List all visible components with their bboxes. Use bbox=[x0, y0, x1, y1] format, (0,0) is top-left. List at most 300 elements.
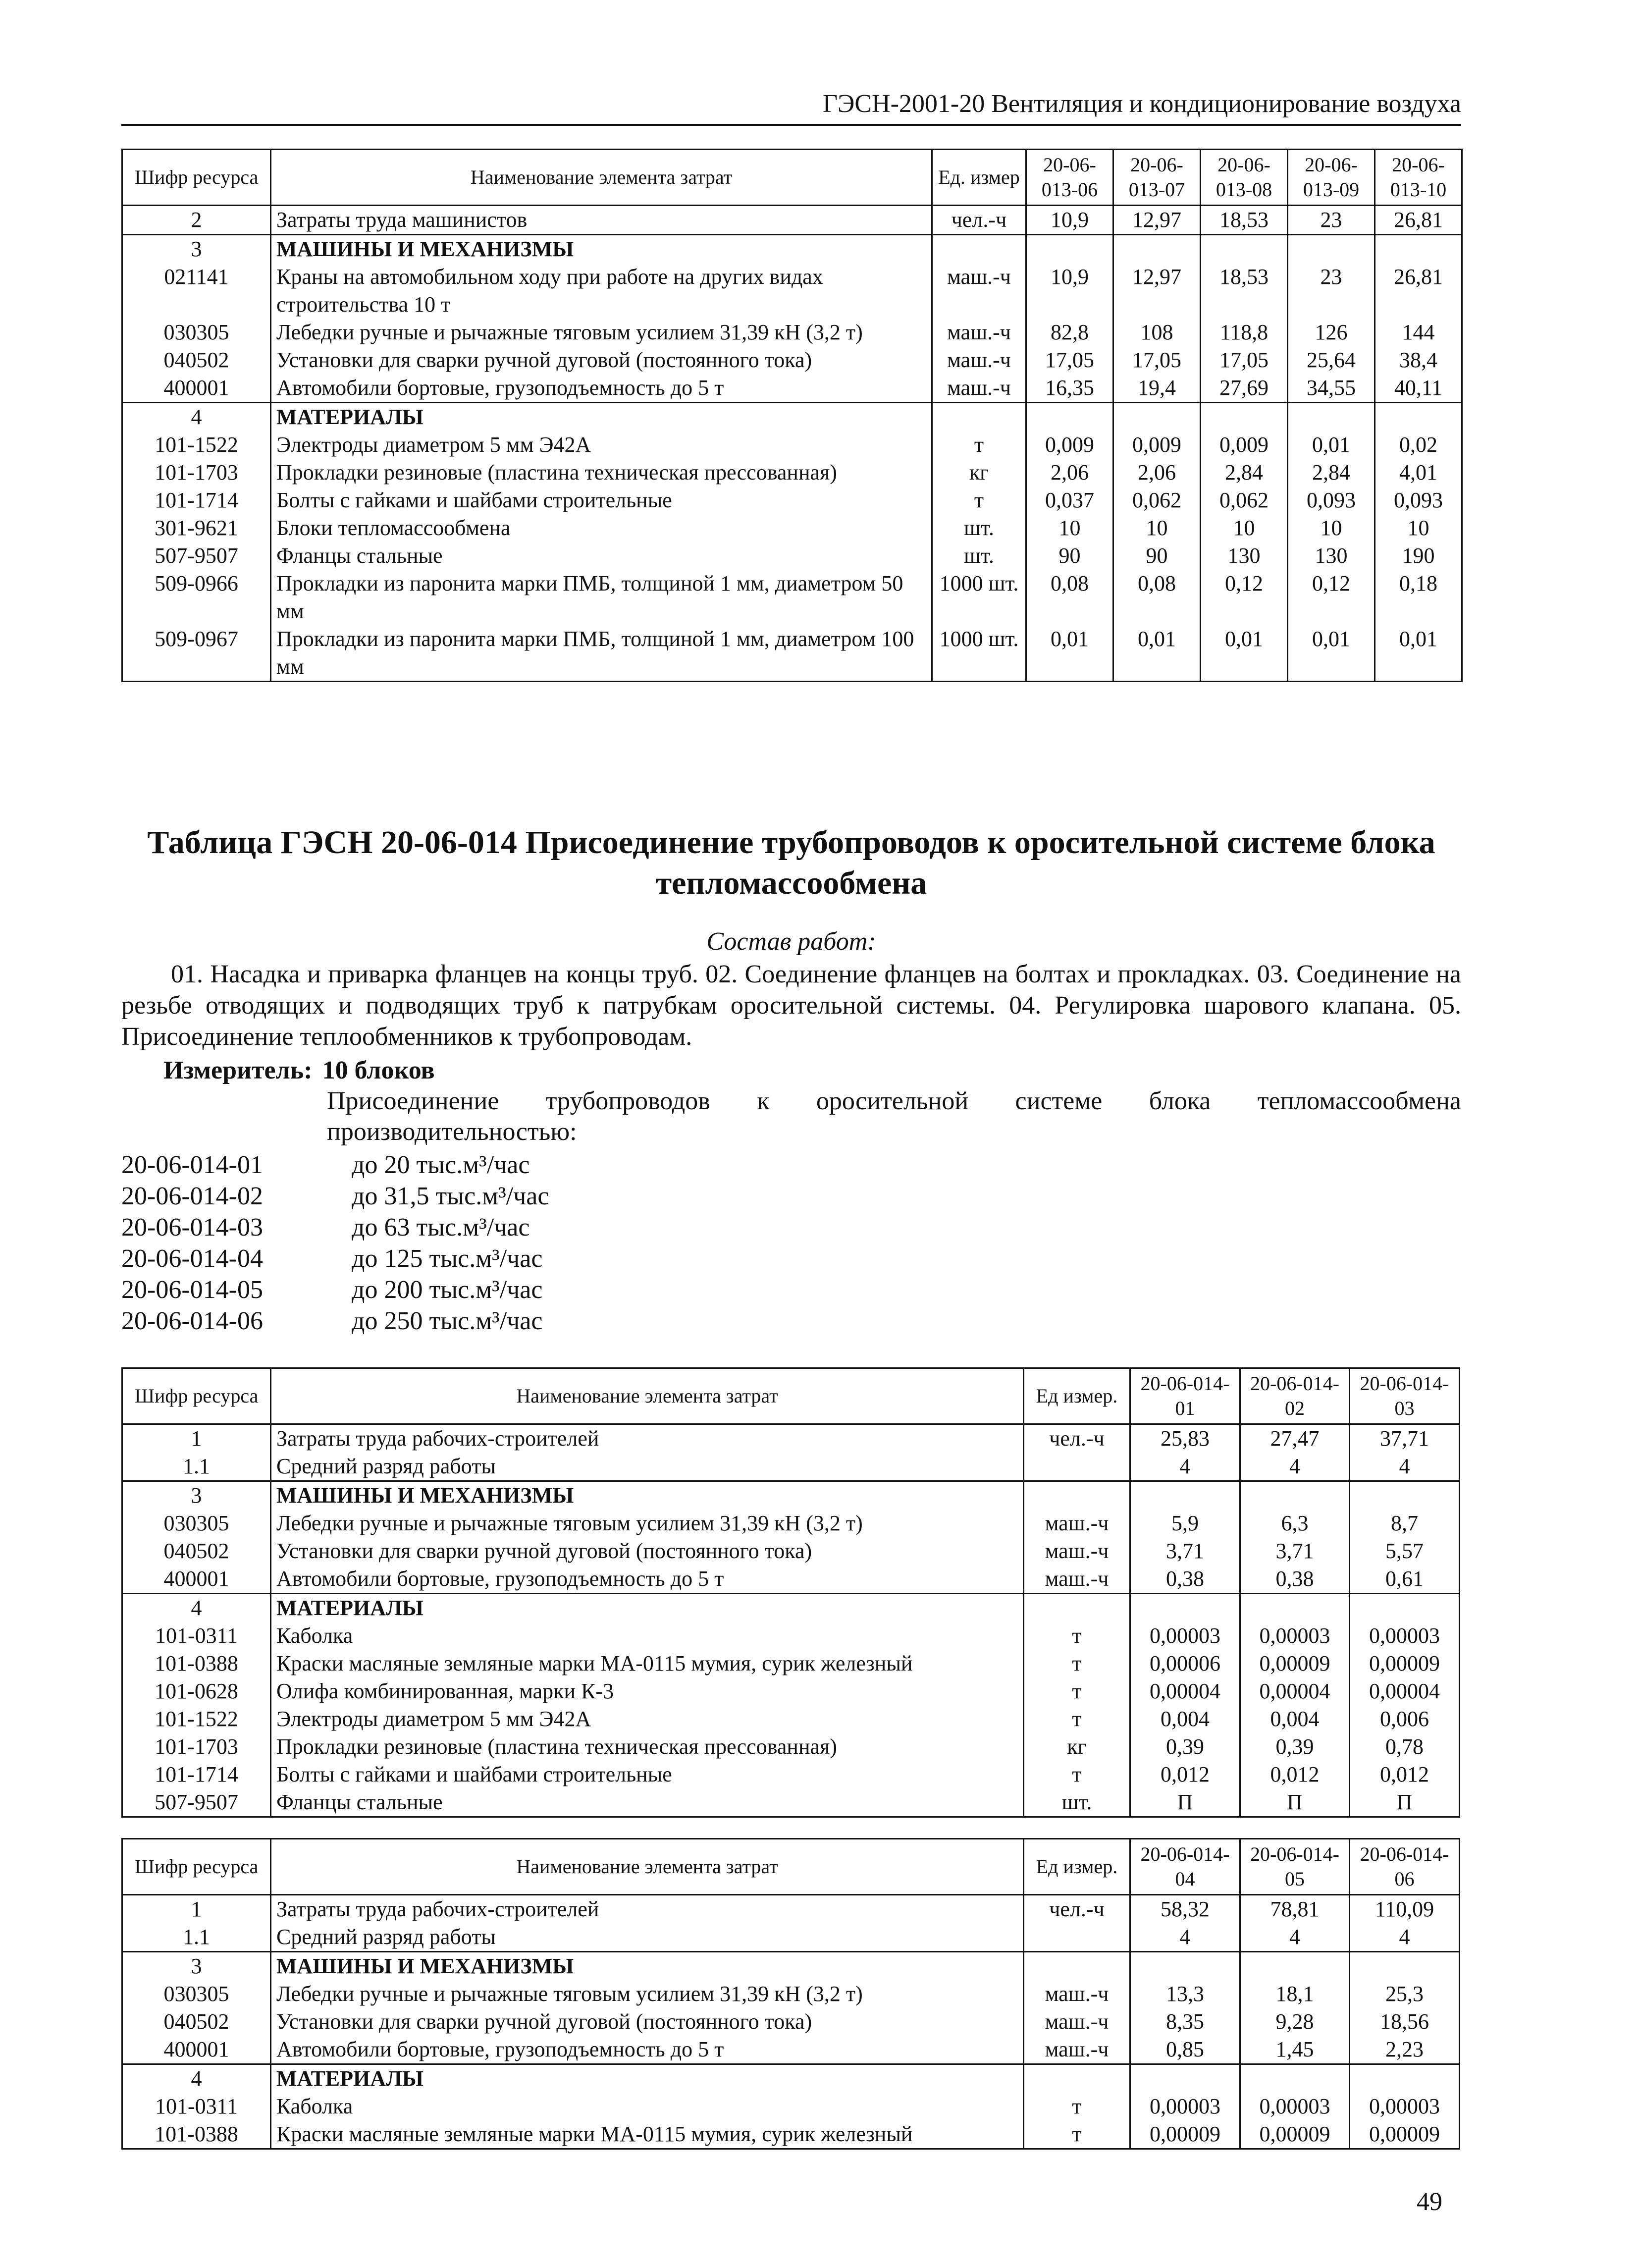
table-row bbox=[122, 1705, 1460, 1733]
resource-code: 509-0967 bbox=[122, 625, 271, 682]
composition-text: 01. Насадка и приварка фланцев на концы труб. 02. Соединение фланцев на болтах и прокладках. 03. Соединение на резьбе отводящих и подводящих труб к патрубкам оросительной системы. 04. Регулировка шарового клапана. 05. Присоединение теплообменников к трубопроводам. bbox=[121, 960, 1461, 1051]
norm-value bbox=[1113, 235, 1201, 264]
cost-element-name: Прокладки из паронита марки ПМБ, толщиной 1 мм, диаметром 100 мм bbox=[271, 625, 932, 682]
norm-value bbox=[1350, 2064, 1460, 2093]
norm-value: 0,062 bbox=[1201, 486, 1288, 514]
table-header-row bbox=[122, 1839, 1460, 1895]
norm-value bbox=[1240, 2064, 1350, 2093]
norm-value: 0,78 bbox=[1350, 1733, 1460, 1761]
table-row bbox=[122, 2093, 1460, 2120]
page-number: 49 bbox=[1417, 2188, 1442, 2216]
cost-element-name: Фланцы стальные bbox=[271, 542, 932, 570]
column-header: Наименование элемента затрат bbox=[271, 150, 932, 206]
table-row bbox=[122, 346, 1462, 374]
section-row bbox=[122, 235, 1462, 264]
resource-code: 4 bbox=[122, 2064, 271, 2093]
norm-value: 0,01 bbox=[1375, 625, 1462, 682]
norm-value: 0,39 bbox=[1240, 1733, 1350, 1761]
norm-value: 17,05 bbox=[1026, 346, 1113, 374]
cost-element-name: Автомобили бортовые, грузоподъемность до 5 т bbox=[271, 374, 932, 403]
section-row bbox=[122, 1594, 1460, 1622]
resource-code: 507-9507 bbox=[122, 542, 271, 570]
resource-code: 040502 bbox=[122, 346, 271, 374]
unit: маш.-ч bbox=[1024, 2008, 1130, 2036]
norm-value: 27,47 bbox=[1240, 1424, 1350, 1453]
table-row bbox=[122, 2036, 1460, 2064]
cost-element-name: Средний разряд работы bbox=[271, 1453, 1024, 1481]
table-header-row bbox=[122, 1368, 1460, 1424]
column-header: Ед измер. bbox=[1024, 1368, 1130, 1424]
column-header: Ед измер. bbox=[1024, 1839, 1130, 1895]
norm-value: 18,1 bbox=[1240, 1980, 1350, 2008]
norm-value: 0,02 bbox=[1375, 431, 1462, 459]
norm-value: 0,18 bbox=[1375, 570, 1462, 625]
norm-value: 10 bbox=[1113, 514, 1201, 542]
table-row bbox=[122, 1424, 1460, 1453]
norm-value bbox=[1201, 403, 1288, 432]
norm-value: 3,71 bbox=[1240, 1537, 1350, 1565]
code-list-item bbox=[121, 1149, 549, 1181]
norm-value: 0,004 bbox=[1130, 1705, 1240, 1733]
norm-value: П bbox=[1240, 1788, 1350, 1817]
column-header: 20-06-013-07 bbox=[1113, 150, 1201, 206]
norm-value: 126 bbox=[1288, 319, 1375, 346]
cost-element-name: Краски масляные земляные марки МА-0115 мумия, сурик железный bbox=[271, 2120, 1024, 2149]
resource-code: 021141 bbox=[122, 263, 271, 319]
table-row bbox=[122, 1510, 1460, 1537]
norm-value: 0,61 bbox=[1350, 1565, 1460, 1594]
resource-code: 400001 bbox=[122, 2036, 271, 2064]
cost-element-name: Прокладки резиновые (пластина техническая прессованная) bbox=[271, 459, 932, 486]
table-row bbox=[122, 1923, 1460, 1952]
norm-value bbox=[1288, 403, 1375, 432]
norm-value: П bbox=[1130, 1788, 1240, 1817]
norm-value: 0,037 bbox=[1026, 486, 1113, 514]
norm-code: 20-06-014-06 bbox=[121, 1307, 263, 1335]
cost-element-name: Блоки тепломассообмена bbox=[271, 514, 932, 542]
cost-element-name: Каболка bbox=[271, 2093, 1024, 2120]
norm-value: 0,08 bbox=[1026, 570, 1113, 625]
unit: маш.-ч bbox=[1024, 1565, 1130, 1594]
table-row bbox=[122, 1980, 1460, 2008]
column-header: 20-06-014-03 bbox=[1350, 1368, 1460, 1424]
norm-value: 9,28 bbox=[1240, 2008, 1350, 2036]
unit: маш.-ч bbox=[1024, 1537, 1130, 1565]
table-row bbox=[122, 1565, 1460, 1594]
norm-value bbox=[1375, 235, 1462, 264]
cost-element-name: Установки для сварки ручной дуговой (постоянного тока) bbox=[271, 346, 932, 374]
norm-value: 17,05 bbox=[1201, 346, 1288, 374]
norm-value: 144 bbox=[1375, 319, 1462, 346]
cost-element-name: Краски масляные земляные марки МА-0115 мумия, сурик железный bbox=[271, 1650, 1024, 1677]
column-header: 20-06-014-06 bbox=[1350, 1839, 1460, 1895]
unit: т bbox=[1024, 2093, 1130, 2120]
norm-value bbox=[1240, 1952, 1350, 1981]
norm-value: 2,84 bbox=[1288, 459, 1375, 486]
norm-value: 12,97 bbox=[1113, 263, 1201, 319]
norm-value: 0,00004 bbox=[1350, 1677, 1460, 1705]
resource-code: 030305 bbox=[122, 1980, 271, 2008]
unit bbox=[1024, 1481, 1130, 1510]
norm-value: 0,39 bbox=[1130, 1733, 1240, 1761]
cost-table-014-a bbox=[121, 1367, 1460, 1818]
resource-code: 101-1703 bbox=[122, 459, 271, 486]
norm-value bbox=[1240, 1594, 1350, 1622]
cost-element-name: Автомобили бортовые, грузоподъемность до 5 т bbox=[271, 1565, 1024, 1594]
norm-value: 0,00003 bbox=[1350, 1622, 1460, 1650]
table-row bbox=[122, 431, 1462, 459]
norm-value: 18,56 bbox=[1350, 2008, 1460, 2036]
norm-value: 23 bbox=[1288, 206, 1375, 235]
column-header: Шифр ресурса bbox=[122, 1368, 271, 1424]
table-row bbox=[122, 1677, 1460, 1705]
unit: маш.-ч bbox=[932, 346, 1026, 374]
unit: маш.-ч bbox=[932, 263, 1026, 319]
norm-value: 18,53 bbox=[1201, 206, 1288, 235]
unit: чел.-ч bbox=[932, 206, 1026, 235]
table-row bbox=[122, 374, 1462, 403]
norm-value bbox=[1130, 1481, 1240, 1510]
capacity-text: до 20 тыс.м³/час bbox=[352, 1151, 530, 1179]
cost-element-name: Установки для сварки ручной дуговой (постоянного тока) bbox=[271, 2008, 1024, 2036]
resource-code: 101-1714 bbox=[122, 486, 271, 514]
norm-value: 25,3 bbox=[1350, 1980, 1460, 2008]
unit: т bbox=[1024, 1705, 1130, 1733]
table-row bbox=[122, 1622, 1460, 1650]
norm-value bbox=[1130, 1594, 1240, 1622]
unit bbox=[1024, 1453, 1130, 1481]
code-list bbox=[121, 1149, 549, 1337]
norm-value: 25,64 bbox=[1288, 346, 1375, 374]
resource-code: 3 bbox=[122, 235, 271, 264]
norm-value: 2,06 bbox=[1026, 459, 1113, 486]
cost-element-name: МАШИНЫ И МЕХАНИЗМЫ bbox=[271, 235, 932, 264]
capacity-text: до 250 тыс.м³/час bbox=[352, 1307, 543, 1335]
norm-value: 16,35 bbox=[1026, 374, 1113, 403]
cost-table-014-b bbox=[121, 1838, 1460, 2150]
norm-value bbox=[1288, 235, 1375, 264]
table-row bbox=[122, 2120, 1460, 2149]
norm-code: 20-06-014-02 bbox=[121, 1182, 263, 1210]
unit bbox=[1024, 2064, 1130, 2093]
table-row bbox=[122, 625, 1462, 682]
norm-value: 82,8 bbox=[1026, 319, 1113, 346]
measure bbox=[163, 1055, 435, 1086]
norm-value: 4 bbox=[1130, 1453, 1240, 1481]
unit bbox=[932, 235, 1026, 264]
norm-value: 0,093 bbox=[1375, 486, 1462, 514]
norm-value: 190 bbox=[1375, 542, 1462, 570]
norm-value: 90 bbox=[1113, 542, 1201, 570]
cost-element-name: Установки для сварки ручной дуговой (постоянного тока) bbox=[271, 1537, 1024, 1565]
norm-value: 10 bbox=[1026, 514, 1113, 542]
cost-element-name: МАТЕРИАЛЫ bbox=[271, 2064, 1024, 2093]
norm-value: 2,06 bbox=[1113, 459, 1201, 486]
table-row bbox=[122, 459, 1462, 486]
unit: маш.-ч bbox=[1024, 1510, 1130, 1537]
unit: маш.-ч bbox=[932, 374, 1026, 403]
norm-code: 20-06-014-05 bbox=[121, 1276, 263, 1304]
resource-code: 101-0628 bbox=[122, 1677, 271, 1705]
resource-code: 4 bbox=[122, 1594, 271, 1622]
norm-value: 8,35 bbox=[1130, 2008, 1240, 2036]
cost-element-name: МАШИНЫ И МЕХАНИЗМЫ bbox=[271, 1481, 1024, 1510]
unit bbox=[1024, 1952, 1130, 1981]
resource-code: 4 bbox=[122, 403, 271, 432]
norm-value: 0,009 bbox=[1026, 431, 1113, 459]
unit: 1000 шт. bbox=[932, 625, 1026, 682]
resource-code: 509-0966 bbox=[122, 570, 271, 625]
norm-value: 27,69 bbox=[1201, 374, 1288, 403]
norm-value bbox=[1026, 235, 1113, 264]
norm-value: 37,71 bbox=[1350, 1424, 1460, 1453]
norm-value: 26,81 bbox=[1375, 206, 1462, 235]
resource-code: 030305 bbox=[122, 319, 271, 346]
measure-value: 10 блоков bbox=[322, 1056, 435, 1084]
unit: кг bbox=[1024, 1733, 1130, 1761]
table-row bbox=[122, 1453, 1460, 1481]
norm-value: 0,12 bbox=[1288, 570, 1375, 625]
cost-element-name: Затраты труда рабочих-строителей bbox=[271, 1424, 1024, 1453]
norm-value: 5,57 bbox=[1350, 1537, 1460, 1565]
table-row bbox=[122, 570, 1462, 625]
unit: чел.-ч bbox=[1024, 1424, 1130, 1453]
unit: маш.-ч bbox=[1024, 2036, 1130, 2064]
norm-value: 8,7 bbox=[1350, 1510, 1460, 1537]
resource-code: 101-1714 bbox=[122, 1761, 271, 1788]
norm-value: 0,00009 bbox=[1240, 1650, 1350, 1677]
norm-value: П bbox=[1350, 1788, 1460, 1817]
norm-value: 0,85 bbox=[1130, 2036, 1240, 2064]
table-row bbox=[122, 319, 1462, 346]
cost-element-name: Прокладки резиновые (пластина техническая прессованная) bbox=[271, 1733, 1024, 1761]
table-row bbox=[122, 486, 1462, 514]
norm-code: 20-06-014-04 bbox=[121, 1244, 263, 1273]
column-header: Шифр ресурса bbox=[122, 1839, 271, 1895]
norm-value: 4 bbox=[1130, 1923, 1240, 1952]
resource-code: 2 bbox=[122, 206, 271, 235]
norm-value bbox=[1375, 403, 1462, 432]
norm-value: 0,00006 bbox=[1130, 1650, 1240, 1677]
norm-value bbox=[1130, 1952, 1240, 1981]
section-row bbox=[122, 403, 1462, 432]
column-header: Наименование элемента затрат bbox=[271, 1839, 1024, 1895]
measure-label: Измеритель: bbox=[163, 1056, 313, 1084]
column-header: Шифр ресурса bbox=[122, 150, 271, 206]
section-row bbox=[122, 2064, 1460, 2093]
table-row bbox=[122, 514, 1462, 542]
norm-value: 10 bbox=[1288, 514, 1375, 542]
resource-code: 1.1 bbox=[122, 1923, 271, 1952]
page-header: ГЭСН-2001-20 Вентиляция и кондиционирование воздуха bbox=[121, 89, 1461, 126]
resource-code: 3 bbox=[122, 1952, 271, 1981]
cost-table-013 bbox=[121, 149, 1463, 682]
norm-value: 0,004 bbox=[1240, 1705, 1350, 1733]
norm-value bbox=[1026, 403, 1113, 432]
norm-value: 12,97 bbox=[1113, 206, 1201, 235]
norm-value: 0,012 bbox=[1130, 1761, 1240, 1788]
norm-value: 0,012 bbox=[1350, 1761, 1460, 1788]
norm-value: 10 bbox=[1201, 514, 1288, 542]
norm-value: 5,9 bbox=[1130, 1510, 1240, 1537]
unit: кг bbox=[932, 459, 1026, 486]
norm-value: 26,81 bbox=[1375, 263, 1462, 319]
unit: т bbox=[1024, 2120, 1130, 2149]
code-list-item bbox=[121, 1274, 549, 1305]
unit: т bbox=[1024, 1761, 1130, 1788]
norm-value: 0,012 bbox=[1240, 1761, 1350, 1788]
norm-value: 10 bbox=[1375, 514, 1462, 542]
norm-value: 0,01 bbox=[1113, 625, 1201, 682]
unit: шт. bbox=[932, 514, 1026, 542]
resource-code: 1 bbox=[122, 1895, 271, 1924]
norm-value: 13,3 bbox=[1130, 1980, 1240, 2008]
norm-value: 118,8 bbox=[1201, 319, 1288, 346]
column-header: 20-06-014-01 bbox=[1130, 1368, 1240, 1424]
resource-code: 040502 bbox=[122, 2008, 271, 2036]
column-header: 20-06-013-09 bbox=[1288, 150, 1375, 206]
column-header: 20-06-013-10 bbox=[1375, 150, 1462, 206]
resource-code: 101-1522 bbox=[122, 1705, 271, 1733]
norm-value: 4 bbox=[1350, 1453, 1460, 1481]
norm-value: 130 bbox=[1201, 542, 1288, 570]
code-list-item bbox=[121, 1305, 549, 1337]
norm-value: 0,093 bbox=[1288, 486, 1375, 514]
norm-value: 0,00003 bbox=[1130, 1622, 1240, 1650]
norm-value bbox=[1201, 235, 1288, 264]
norm-code: 20-06-014-03 bbox=[121, 1213, 263, 1242]
table-row bbox=[122, 542, 1462, 570]
norm-value bbox=[1130, 2064, 1240, 2093]
resource-code: 400001 bbox=[122, 374, 271, 403]
norm-value: 23 bbox=[1288, 263, 1375, 319]
norm-value: 25,83 bbox=[1130, 1424, 1240, 1453]
unit: маш.-ч bbox=[932, 319, 1026, 346]
norm-value: 0,009 bbox=[1113, 431, 1201, 459]
norm-value: 90 bbox=[1026, 542, 1113, 570]
norm-value: 0,01 bbox=[1288, 431, 1375, 459]
cost-element-name: Автомобили бортовые, грузоподъемность до 5 т bbox=[271, 2036, 1024, 2064]
norm-value: 1,45 bbox=[1240, 2036, 1350, 2064]
column-header: 20-06-013-08 bbox=[1201, 150, 1288, 206]
cost-element-name: Затраты труда машинистов bbox=[271, 206, 932, 235]
code-list-item bbox=[121, 1243, 549, 1274]
norm-value: 0,01 bbox=[1201, 625, 1288, 682]
norm-value: 0,00009 bbox=[1240, 2120, 1350, 2149]
norm-value: 0,00009 bbox=[1350, 2120, 1460, 2149]
capacity-text: до 31,5 тыс.м³/час bbox=[352, 1182, 549, 1210]
norm-value: 108 bbox=[1113, 319, 1201, 346]
norm-value: 0,00009 bbox=[1350, 1650, 1460, 1677]
cost-element-name: Каболка bbox=[271, 1622, 1024, 1650]
unit: т bbox=[1024, 1650, 1130, 1677]
cost-element-name: Фланцы стальные bbox=[271, 1788, 1024, 1817]
norm-value: 10,9 bbox=[1026, 263, 1113, 319]
resource-code: 030305 bbox=[122, 1510, 271, 1537]
norm-value: 0,38 bbox=[1130, 1565, 1240, 1594]
unit: т bbox=[932, 486, 1026, 514]
unit: шт. bbox=[1024, 1788, 1130, 1817]
norm-value: 0,00003 bbox=[1240, 1622, 1350, 1650]
cost-element-name: Электроды диаметром 5 мм Э42А bbox=[271, 431, 932, 459]
cost-element-name: Лебедки ручные и рычажные тяговым усилием 31,39 кН (3,2 т) bbox=[271, 1510, 1024, 1537]
norm-value: 0,006 bbox=[1350, 1705, 1460, 1733]
unit: чел.-ч bbox=[1024, 1895, 1130, 1924]
norm-value: 130 bbox=[1288, 542, 1375, 570]
cost-element-name: Лебедки ручные и рычажные тяговым усилием 31,39 кН (3,2 т) bbox=[271, 1980, 1024, 2008]
norm-value: 0,00009 bbox=[1130, 2120, 1240, 2149]
norm-value: 4,01 bbox=[1375, 459, 1462, 486]
norm-value: 0,01 bbox=[1026, 625, 1113, 682]
norm-value: 4 bbox=[1350, 1923, 1460, 1952]
resource-code: 400001 bbox=[122, 1565, 271, 1594]
unit: т bbox=[1024, 1622, 1130, 1650]
capacity-text: до 200 тыс.м³/час bbox=[352, 1276, 543, 1304]
norm-value: 0,009 bbox=[1201, 431, 1288, 459]
cost-element-name: МАТЕРИАЛЫ bbox=[271, 1594, 1024, 1622]
resource-code: 101-0311 bbox=[122, 1622, 271, 1650]
table-row bbox=[122, 2008, 1460, 2036]
resource-code: 1.1 bbox=[122, 1453, 271, 1481]
norm-value: 0,38 bbox=[1240, 1565, 1350, 1594]
composition-title: Состав работ: bbox=[706, 927, 876, 956]
column-header: Наименование элемента затрат bbox=[271, 1368, 1024, 1424]
table-row bbox=[122, 1537, 1460, 1565]
code-list-item bbox=[121, 1181, 549, 1212]
column-header: Ед. измер bbox=[932, 150, 1026, 206]
norm-value: 0,062 bbox=[1113, 486, 1201, 514]
norm-value: 78,81 bbox=[1240, 1895, 1350, 1924]
norm-value: 3,71 bbox=[1130, 1537, 1240, 1565]
unit: маш.-ч bbox=[1024, 1980, 1130, 2008]
resource-code: 301-9621 bbox=[122, 514, 271, 542]
norm-value: 58,32 bbox=[1130, 1895, 1240, 1924]
table-row bbox=[122, 206, 1462, 235]
column-header: 20-06-014-04 bbox=[1130, 1839, 1240, 1895]
unit bbox=[932, 403, 1026, 432]
capacity-text: до 125 тыс.м³/час bbox=[352, 1244, 543, 1273]
intro-text: Присоединение трубопроводов к оросительной системе блока тепломассообмена производительностью: bbox=[327, 1087, 1461, 1146]
norm-value: 0,08 bbox=[1113, 570, 1201, 625]
capacity-text: до 63 тыс.м³/час bbox=[352, 1213, 530, 1242]
norm-value: 4 bbox=[1240, 1453, 1350, 1481]
resource-code: 101-1703 bbox=[122, 1733, 271, 1761]
resource-code: 101-0388 bbox=[122, 1650, 271, 1677]
norm-value: 19,4 bbox=[1113, 374, 1201, 403]
unit: т bbox=[1024, 1677, 1130, 1705]
norm-value: 40,11 bbox=[1375, 374, 1462, 403]
resource-code: 101-0311 bbox=[122, 2093, 271, 2120]
resource-code: 3 bbox=[122, 1481, 271, 1510]
table-row bbox=[122, 1761, 1460, 1788]
section-row bbox=[122, 1952, 1460, 1981]
norm-code: 20-06-014-01 bbox=[121, 1151, 263, 1179]
norm-value: 0,00004 bbox=[1240, 1677, 1350, 1705]
norm-value: 0,00003 bbox=[1130, 2093, 1240, 2120]
cost-element-name: Краны на автомобильном ходу при работе на других видах строительства 10 т bbox=[271, 263, 932, 319]
cost-element-name: Затраты труда рабочих-строителей bbox=[271, 1895, 1024, 1924]
table-row bbox=[122, 263, 1462, 319]
column-header: 20-06-013-06 bbox=[1026, 150, 1113, 206]
norm-value: 10,9 bbox=[1026, 206, 1113, 235]
norm-value bbox=[1240, 1481, 1350, 1510]
cost-element-name: Олифа комбинированная, марки К-3 bbox=[271, 1677, 1024, 1705]
norm-value: 0,00003 bbox=[1350, 2093, 1460, 2120]
norm-value: 2,84 bbox=[1201, 459, 1288, 486]
column-header: 20-06-014-02 bbox=[1240, 1368, 1350, 1424]
cost-element-name: Болты с гайками и шайбами строительные bbox=[271, 486, 932, 514]
section-row bbox=[122, 1481, 1460, 1510]
